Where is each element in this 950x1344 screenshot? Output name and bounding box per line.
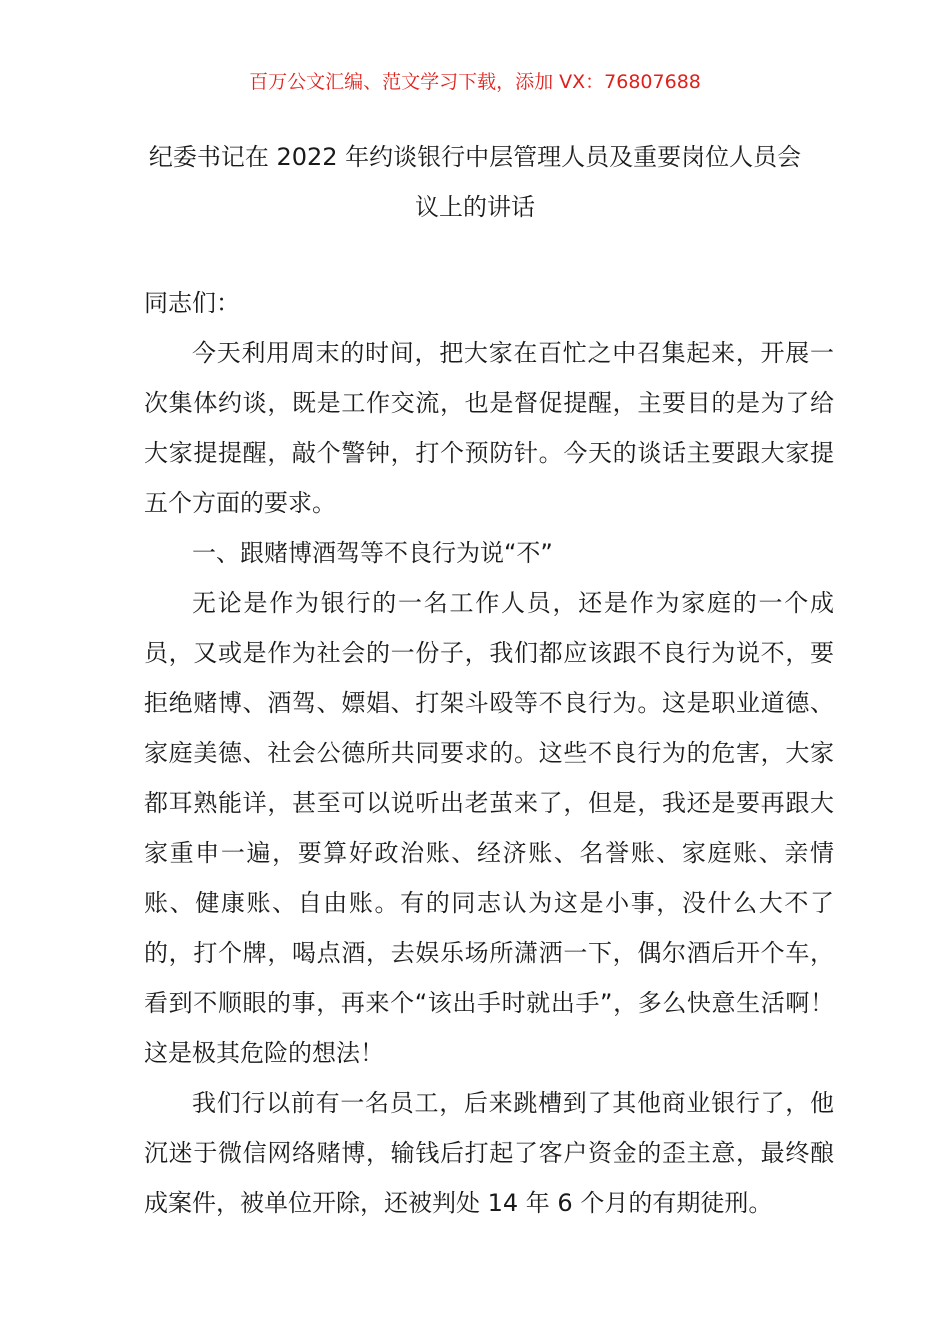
ad-banner: 百万公文汇编、范文学习下载，添加 VX：76807688 [249,71,701,93]
title-line-1: 纪委书记在 2022 年约谈银行中层管理人员及重要岗位人员会 [148,143,802,171]
paragraph-example: 我们行以前有一名员工，后来跳槽到了其他商业银行了，他沉迷于微信网络赌博，输钱后打起了客户资金的歪主意，最终酿成案件，被单位开除，还被判处 14 年 6 个月的有期徒刑。 [144,1089,834,1217]
salutation: 同志们： [144,289,240,317]
document-body [144,278,834,1228]
document-title [120,132,830,232]
paragraph-section-1: 无论是作为银行的一名工作人员，还是作为家庭的一个成员，又或是作为社会的一份子，我们都应该跟不良行为说不，要拒绝赌博、酒驾、嫖娼、打架斗殴等不良行为。这是职业道德、家庭美德、社会公德所共同要求的。这些不良行为的危害，大家都耳熟能详，甚至可以说听出老茧来了，但是，我还是要再跟大家重申一遍，要算好政治账、经济账、名誉账、家庭账、亲情账、健康账、自由账。有的同志认为这是小事，没什么大不了的，打个牌，喝点酒，去娱乐场所潇洒一下，偶尔酒后开个车，看到不顺眼的事，再来个“该出手时就出手”，多么快意生活啊！这是极其危险的想法！ [144,589,834,1067]
title-line-2: 议上的讲话 [415,193,535,221]
section-heading-1: 一、跟赌博酒驾等不良行为说“不” [192,539,553,567]
paragraph-intro: 今天利用周末的时间，把大家在百忙之中召集起来，开展一次集体约谈，既是工作交流，也是督促提醒，主要目的是为了给大家提提醒，敲个警钟，打个预防针。今天的谈话主要跟大家提五个方面的要求。 [144,339,834,517]
